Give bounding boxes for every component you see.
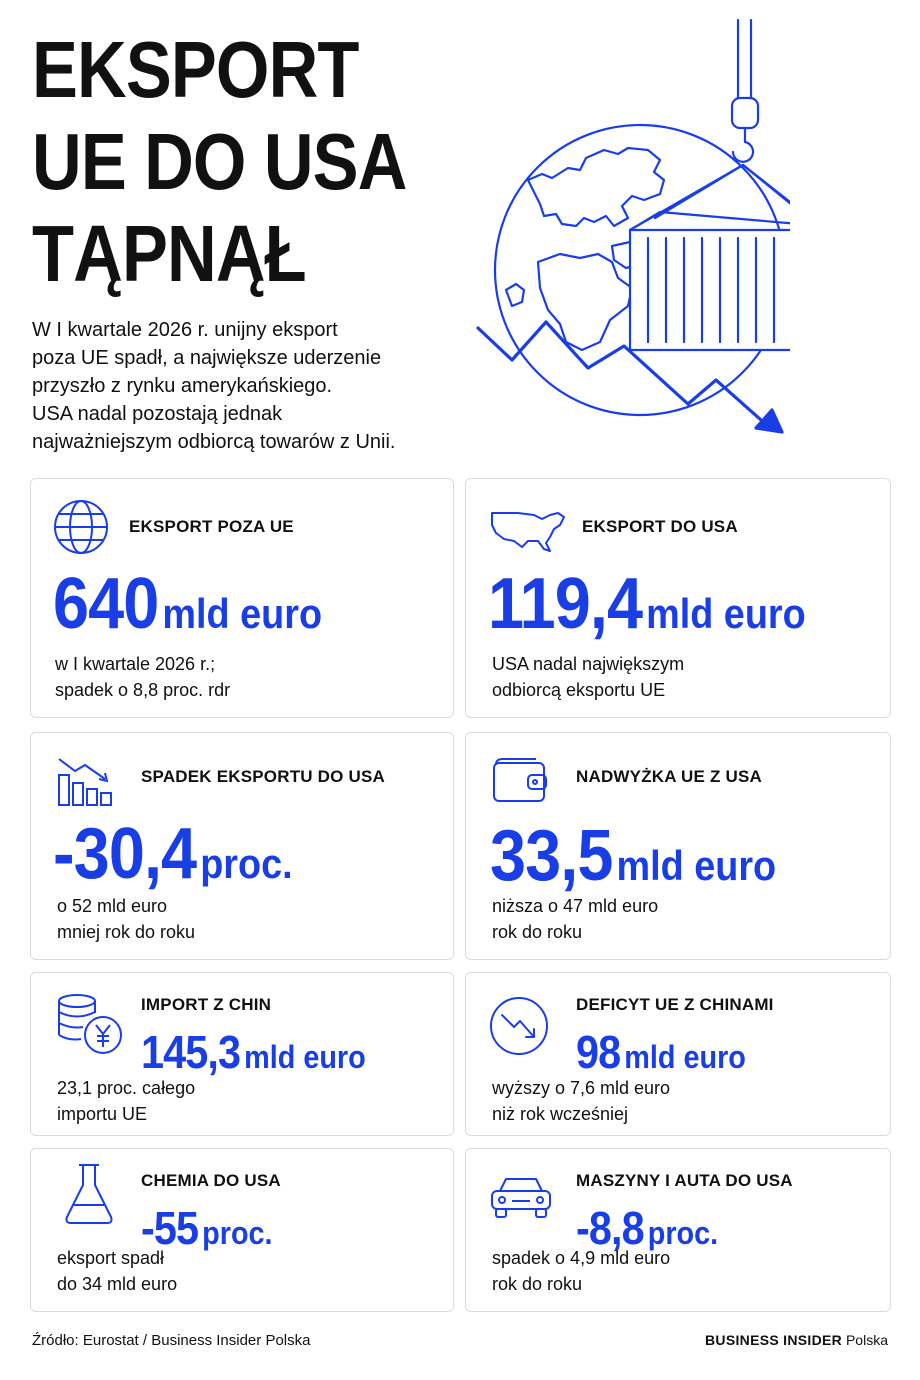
page-title-line: UE DO USA	[32, 117, 407, 206]
card-value-unit: proc.	[202, 1215, 273, 1251]
brand-logo-light: Polska	[845, 1332, 888, 1348]
sling-line	[655, 165, 743, 218]
lead-line: przyszło z rynku amerykańskiego.	[32, 375, 333, 397]
lead-line: USA nadal pozostają jednak	[32, 403, 283, 425]
card-note-line: spadek o 4,9 mld euro	[492, 1248, 671, 1268]
card-label: IMPORT Z CHIN	[141, 995, 272, 1014]
page-title-line: TĄPNĄŁ	[32, 209, 306, 298]
declining-bars-icon	[55, 753, 115, 807]
stat-card-chemicals-usa	[30, 1148, 454, 1312]
card-note	[57, 893, 195, 945]
card-label: CHEMIA DO USA	[141, 1171, 281, 1190]
lead-line: poza UE spadł, a największe uderzenie	[32, 347, 382, 369]
card-note	[55, 651, 230, 703]
card-value-unit: proc.	[200, 840, 293, 887]
card-label: EKSPORT DO USA	[582, 517, 738, 536]
card-label: MASZYNY I AUTA DO USA	[576, 1171, 793, 1190]
crane-hook	[733, 128, 753, 162]
card-value	[141, 1025, 366, 1079]
hero-illustration	[470, 15, 790, 445]
card-value-number: 640	[53, 564, 159, 644]
card-label: NADWYŻKA UE Z USA	[576, 767, 762, 786]
source-note: Źródło: Eurostat / Business Insider Polska	[32, 1332, 311, 1349]
card-note-line: rok do roku	[492, 1274, 583, 1294]
card-note-line: niższa o 47 mld euro	[492, 896, 659, 916]
card-note-line: eksport spadł	[57, 1248, 165, 1268]
card-note-line: USA nadal największym	[492, 654, 685, 674]
shipping-container	[630, 230, 790, 350]
stat-card-export-outside-eu	[30, 478, 454, 718]
card-value	[53, 563, 322, 645]
page-title-line: EKSPORT	[32, 25, 359, 114]
car-icon	[488, 1173, 554, 1219]
card-value	[53, 813, 293, 895]
lead-paragraph	[32, 316, 472, 456]
card-value-number: 145,3	[141, 1026, 241, 1078]
africa-outline	[538, 254, 632, 350]
card-value-number: -8,8	[576, 1202, 644, 1254]
card-note	[492, 651, 684, 703]
card-value-unit: proc.	[647, 1215, 719, 1251]
stat-card-deficit-china	[465, 972, 891, 1136]
brand-logo	[705, 1332, 888, 1348]
usa-map-icon	[488, 507, 568, 555]
europe-outline	[528, 148, 664, 226]
card-label: EKSPORT POZA UE	[129, 517, 294, 536]
card-note-line: importu UE	[57, 1104, 148, 1124]
card-value-unit: mld euro	[616, 842, 777, 889]
card-note	[57, 1075, 195, 1127]
downtrend-circle-icon	[488, 995, 550, 1057]
globe-icon	[53, 499, 109, 555]
card-value-unit: mld euro	[244, 1039, 366, 1075]
card-label: DEFICYT UE Z CHINAMI	[576, 995, 774, 1014]
card-note	[492, 1245, 670, 1297]
page-title	[32, 24, 452, 300]
america-outline	[506, 284, 524, 306]
card-value	[576, 1025, 746, 1079]
card-note-line: niż rok wcześniej	[492, 1104, 629, 1124]
card-note-line: o 52 mld euro	[57, 896, 168, 916]
card-value-unit: mld euro	[646, 590, 806, 637]
stat-card-export-to-usa	[465, 478, 891, 718]
card-value-number: -30,4	[53, 814, 197, 894]
yuan-coins-icon	[53, 991, 125, 1059]
stat-card-eu-surplus	[465, 732, 891, 960]
card-value-unit: mld euro	[162, 590, 323, 637]
stat-card-import-china	[30, 972, 454, 1136]
card-note-line: mniej rok do roku	[57, 922, 196, 942]
lead-line: W I kwartale 2026 r. unijny eksport	[32, 319, 338, 341]
card-note-line: spadek o 8,8 proc. rdr	[55, 680, 231, 700]
card-note-line: 23,1 proc. całego	[57, 1078, 196, 1098]
card-value	[488, 563, 806, 645]
card-value-number: -55	[141, 1202, 199, 1254]
card-value-number: 33,5	[490, 816, 613, 896]
crane-hook-block	[732, 98, 758, 128]
card-note	[492, 893, 658, 945]
stat-card-machinery-cars-usa	[465, 1148, 891, 1312]
card-note-line: w I kwartale 2026 r.;	[55, 654, 216, 674]
card-note	[57, 1245, 177, 1297]
wallet-icon	[490, 755, 550, 805]
card-value-number: 119,4	[488, 564, 643, 644]
lead-line: najważniejszym odbiorcą towarów z Unii.	[32, 431, 396, 453]
card-value	[490, 815, 776, 897]
card-note-line: rok do roku	[492, 922, 583, 942]
brand-logo-bold: BUSINESS INSIDER	[705, 1332, 843, 1348]
flask-icon	[61, 1161, 117, 1227]
stat-card-export-drop	[30, 732, 454, 960]
card-note-line: wyższy o 7,6 mld euro	[492, 1078, 671, 1098]
card-value-unit: mld euro	[624, 1039, 746, 1075]
card-note-line: do 34 mld euro	[57, 1274, 178, 1294]
card-label: SPADEK EKSPORTU DO USA	[141, 767, 386, 786]
card-note	[492, 1075, 670, 1127]
card-value-number: 98	[576, 1026, 621, 1078]
card-note-line: odbiorcą eksportu UE	[492, 680, 666, 700]
